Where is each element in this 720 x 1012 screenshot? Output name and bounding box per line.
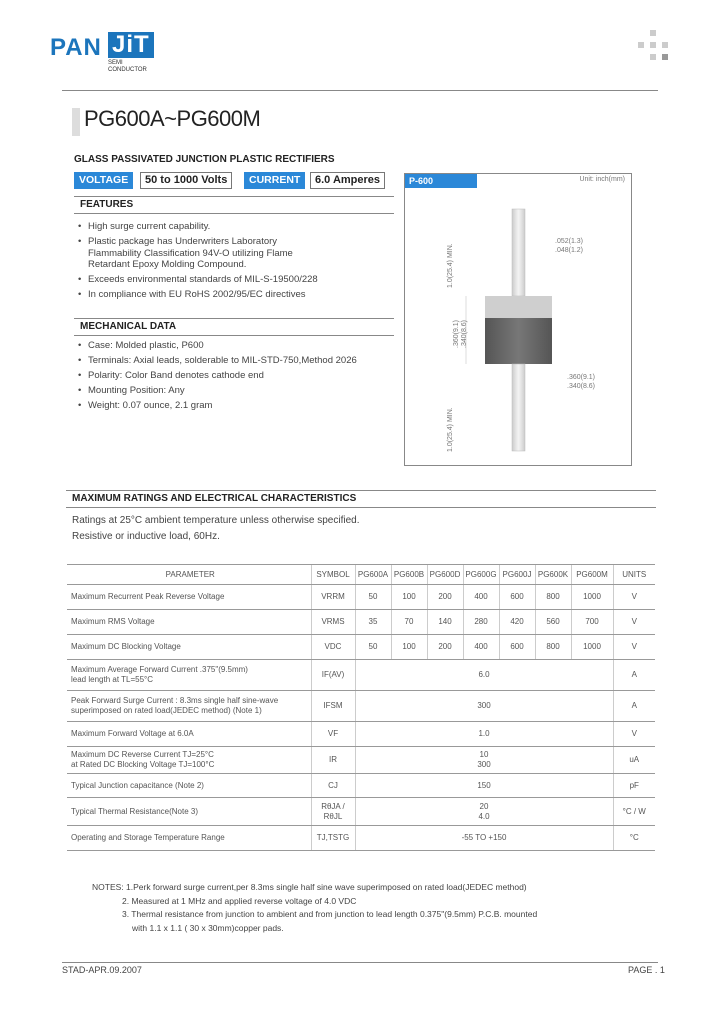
col-header: PG600A bbox=[355, 565, 391, 585]
features-list bbox=[76, 221, 396, 304]
unit-label: Unit: inch(mm) bbox=[579, 176, 625, 183]
row-value: 6.0 bbox=[355, 660, 613, 691]
header-divider bbox=[62, 90, 658, 91]
mechanical-list bbox=[76, 340, 396, 415]
row-value: -55 TO +150 bbox=[355, 826, 613, 851]
row-symbol: TJ,TSTG bbox=[311, 826, 355, 851]
row-unit: V bbox=[613, 585, 655, 610]
col-header: PG600M bbox=[571, 565, 613, 585]
row-unit: uA bbox=[613, 747, 655, 774]
note-line: 2. Measured at 1 MHz and applied reverse voltage of 4.0 VDC bbox=[122, 895, 357, 906]
row-param: Maximum Forward Voltage at 6.0A bbox=[67, 722, 311, 747]
voltage-badge-value: 50 to 1000 Volts bbox=[140, 172, 232, 189]
row-value: 800 bbox=[535, 635, 571, 660]
diode-outline-drawing bbox=[405, 174, 633, 467]
list-item: • Terminals: Axial leads, solderable to MIL-STD-750,Method 2026 bbox=[76, 355, 396, 367]
row-symbol: IFSM bbox=[311, 691, 355, 722]
features-heading: FEATURES bbox=[74, 196, 394, 214]
row-unit: A bbox=[613, 691, 655, 722]
table-row bbox=[67, 635, 655, 660]
row-param bbox=[67, 660, 311, 691]
dim-lead-diameter-1: .052(1.3) bbox=[555, 238, 584, 245]
current-badge-label: CURRENT bbox=[244, 172, 305, 189]
list-item: • Weight: 0.07 ounce, 2.1 gram bbox=[76, 400, 396, 412]
row-value: 1000 bbox=[571, 635, 613, 660]
voltage-badge-label: VOLTAGE bbox=[74, 172, 133, 189]
ratings-table bbox=[67, 564, 655, 851]
page-subtitle: GLASS PASSIVATED JUNCTION PLASTIC RECTIFIERS bbox=[74, 154, 335, 165]
list-item: • Plastic package has Underwriters Laboratory Flammability Classification 94V-O utilizing Flame Retardant Epoxy Molding Compound. bbox=[76, 236, 306, 271]
param-line: lead length at TL=55°C bbox=[71, 675, 153, 684]
row-param: Maximum Recurrent Peak Reverse Voltage bbox=[67, 585, 311, 610]
footer-divider bbox=[62, 962, 658, 963]
row-value: 420 bbox=[499, 610, 535, 635]
col-header: PG600B bbox=[391, 565, 427, 585]
title-tab-decoration bbox=[72, 108, 80, 136]
row-value: 200 bbox=[427, 585, 463, 610]
footer-page: PAGE . 1 bbox=[628, 965, 665, 975]
note-line: 3. Thermal resistance from junction to ambient and from junction to lead length 0.375"(9.5mm) P.C.B. mounted bbox=[122, 909, 538, 919]
row-param: Maximum RMS Voltage bbox=[67, 610, 311, 635]
row-unit: V bbox=[613, 635, 655, 660]
row-symbol: VRMS bbox=[311, 610, 355, 635]
row-value bbox=[355, 798, 613, 826]
row-param bbox=[67, 691, 311, 722]
row-value bbox=[355, 747, 613, 774]
row-unit: V bbox=[613, 722, 655, 747]
table-row bbox=[67, 826, 655, 851]
table-row bbox=[67, 660, 655, 691]
row-value: 560 bbox=[535, 610, 571, 635]
col-header: PARAMETER bbox=[67, 565, 311, 585]
notes-block bbox=[92, 881, 537, 935]
param-line: Maximum DC Reverse Current TJ=25°C bbox=[71, 750, 214, 759]
row-value: 35 bbox=[355, 610, 391, 635]
row-param: Operating and Storage Temperature Range bbox=[67, 826, 311, 851]
param-line: superimposed on rated load(JEDEC method) (Note 1) bbox=[71, 706, 262, 715]
row-unit: V bbox=[613, 610, 655, 635]
table-row bbox=[67, 722, 655, 747]
row-unit: pF bbox=[613, 774, 655, 798]
row-unit: °C / W bbox=[613, 798, 655, 826]
note-line: with 1.1 x 1.1 ( 30 x 30mm)copper pads. bbox=[132, 922, 284, 933]
row-param: Typical Thermal Resistance(Note 3) bbox=[67, 798, 311, 826]
row-value: 600 bbox=[499, 585, 535, 610]
ratings-heading: MAXIMUM RATINGS AND ELECTRICAL CHARACTERISTICS bbox=[66, 490, 656, 508]
row-symbol: IF(AV) bbox=[311, 660, 355, 691]
dim-body-diameter-2: .340(8.6) bbox=[567, 383, 596, 390]
row-symbol: VDC bbox=[311, 635, 355, 660]
list-item: • Mounting Position: Any bbox=[76, 385, 396, 397]
row-value: 140 bbox=[427, 610, 463, 635]
col-header: PG600G bbox=[463, 565, 499, 585]
list-item: • High surge current capability. bbox=[76, 221, 396, 233]
current-badge-value: 6.0 Amperes bbox=[310, 172, 385, 189]
dim-lead-diameter-2: .048(1.2) bbox=[555, 247, 584, 254]
row-value: 100 bbox=[391, 585, 427, 610]
dim-body-length-2: .340(8.6) bbox=[461, 319, 468, 348]
table-row bbox=[67, 585, 655, 610]
row-value: 100 bbox=[391, 635, 427, 660]
mechanical-heading: MECHANICAL DATA bbox=[74, 318, 394, 336]
logo-conductor-text: CONDUCTOR bbox=[108, 67, 147, 73]
row-unit: A bbox=[613, 660, 655, 691]
row-param: Typical Junction capacitance (Note 2) bbox=[67, 774, 311, 798]
row-value: 50 bbox=[355, 585, 391, 610]
row-value: 300 bbox=[355, 691, 613, 722]
table-row bbox=[67, 798, 655, 826]
row-unit: °C bbox=[613, 826, 655, 851]
row-value: 400 bbox=[463, 635, 499, 660]
row-symbol: CJ bbox=[311, 774, 355, 798]
table-header-row bbox=[67, 565, 655, 585]
col-header: PG600K bbox=[535, 565, 571, 585]
row-symbol: IR bbox=[311, 747, 355, 774]
list-item: • Exceeds environmental standards of MIL-S-19500/228 bbox=[76, 274, 396, 286]
dim-body-diameter-1: .360(9.1) bbox=[567, 374, 596, 381]
package-diagram bbox=[404, 173, 632, 466]
logo-jit-text: JiT bbox=[108, 32, 154, 58]
row-value: 150 bbox=[355, 774, 613, 798]
table-row bbox=[67, 691, 655, 722]
table-row bbox=[67, 747, 655, 774]
value-line: 300 bbox=[477, 760, 491, 769]
value-line: 4.0 bbox=[478, 811, 490, 821]
list-item: • In compliance with EU RoHS 2002/95/EC directives bbox=[76, 289, 396, 301]
value-line: 10 bbox=[479, 750, 489, 759]
package-label: P-600 bbox=[405, 174, 477, 188]
param-line: Peak Forward Surge Current : 8.3ms single half sine-wave bbox=[71, 696, 279, 705]
row-value: 400 bbox=[463, 585, 499, 610]
row-value: 70 bbox=[391, 610, 427, 635]
list-item: • Case: Molded plastic, P600 bbox=[76, 340, 396, 352]
col-header: SYMBOL bbox=[311, 565, 355, 585]
param-line: Maximum Average Forward Current .375"(9.5mm) bbox=[71, 665, 248, 674]
row-value: 50 bbox=[355, 635, 391, 660]
dim-lead-length-top: 1.0(25.4) MIN. bbox=[447, 243, 454, 288]
row-symbol: VRRM bbox=[311, 585, 355, 610]
dim-lead-length-bottom: 1.0(25.4) MIN. bbox=[447, 407, 454, 452]
row-value: 280 bbox=[463, 610, 499, 635]
page-title: PG600A~PG600M bbox=[84, 106, 261, 131]
panjit-logo bbox=[50, 30, 170, 80]
param-line: at Rated DC Blocking Voltage TJ=100°C bbox=[71, 760, 215, 769]
row-value: 200 bbox=[427, 635, 463, 660]
logo-semi-text: SEMI bbox=[108, 60, 123, 66]
list-item: • Polarity: Color Band denotes cathode end bbox=[76, 370, 396, 382]
row-param bbox=[67, 747, 311, 774]
row-value: 700 bbox=[571, 610, 613, 635]
ratings-note-2: Resistive or inductive load, 60Hz. bbox=[72, 531, 220, 542]
table-row bbox=[67, 610, 655, 635]
col-header: PG600D bbox=[427, 565, 463, 585]
row-param: Maximum DC Blocking Voltage bbox=[67, 635, 311, 660]
note-line: NOTES: 1.Perk forward surge current,per 8.3ms single half sine wave superimposed on rated load(JEDEC method) bbox=[92, 882, 527, 892]
row-symbol: VF bbox=[311, 722, 355, 747]
footer-date: STAD-APR.09.2007 bbox=[62, 965, 142, 975]
col-header: UNITS bbox=[613, 565, 655, 585]
ratings-note-1: Ratings at 25°C ambient temperature unless otherwise specified. bbox=[72, 515, 360, 526]
col-header: PG600J bbox=[499, 565, 535, 585]
row-value: 1.0 bbox=[355, 722, 613, 747]
row-value: 800 bbox=[535, 585, 571, 610]
logo-pan-text: PAN bbox=[50, 34, 102, 61]
value-line: 20 bbox=[479, 801, 489, 811]
dim-body-length-1: .360(9.1) bbox=[453, 319, 460, 348]
row-value: 1000 bbox=[571, 585, 613, 610]
corner-dots-decoration bbox=[638, 30, 668, 60]
table-row bbox=[67, 774, 655, 798]
row-symbol: RθJA / RθJL bbox=[311, 798, 355, 826]
row-value: 600 bbox=[499, 635, 535, 660]
